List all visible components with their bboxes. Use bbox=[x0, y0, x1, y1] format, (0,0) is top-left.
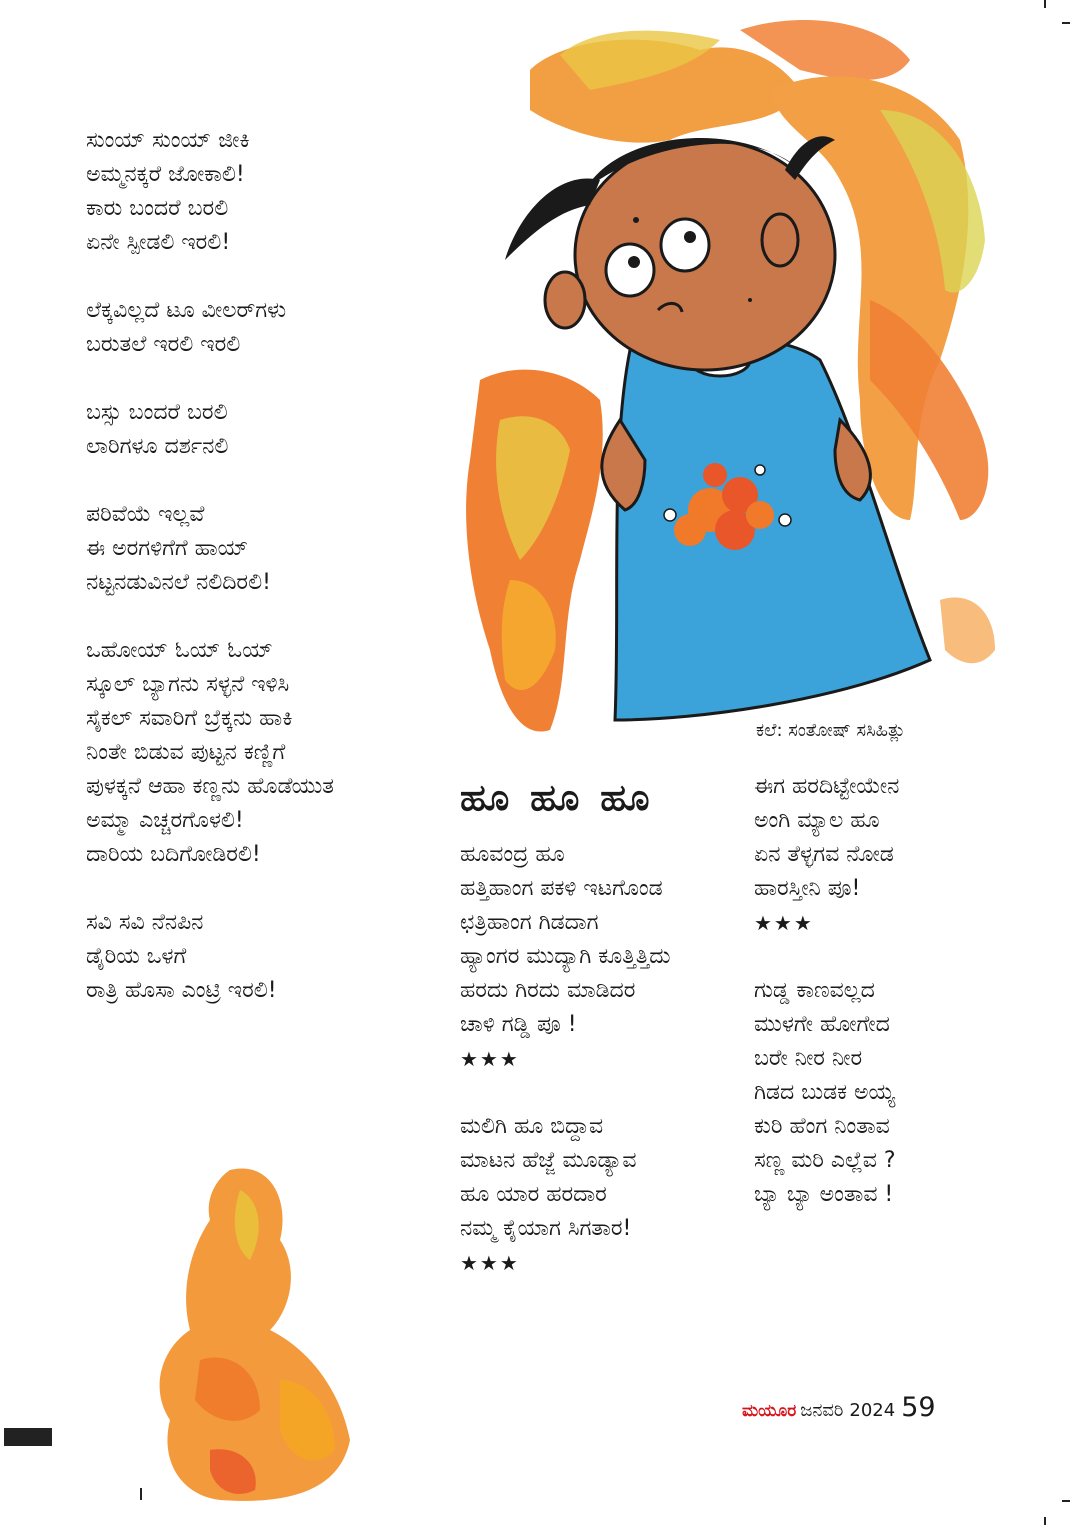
poem-line: ಮಾಟನ ಹೆಜ್ಜೆ ಮೂಡ್ಯಾವ bbox=[460, 1148, 637, 1173]
poem-line: ಬರೇ ನೀರ ನೀರ bbox=[754, 1046, 863, 1071]
stanza bbox=[460, 1110, 671, 1280]
poem-line: ಈಗ ಹರದಿಟ್ಟೇಯೇನ bbox=[754, 774, 900, 799]
poem-line: ಲಾರಿಗಳೂ ದರ್ಶನಲಿ bbox=[86, 434, 229, 459]
poem-line: ಒಹೋಯ್ ಓಯ್ ಓಯ್ bbox=[86, 638, 273, 663]
poem-line: ಬಸ್ಸು ಬಂದರೆ ಬರಲಿ bbox=[86, 400, 228, 425]
stanza bbox=[86, 396, 334, 464]
left-poem bbox=[86, 124, 334, 1008]
poem-line: ಡೈರಿಯ ಒಳಗೆ bbox=[86, 944, 187, 969]
stanza bbox=[86, 634, 334, 872]
poem-line: ನಿಂತೇ ಬಿಡುವ ಪುಟ್ಟನ ಕಣ್ಣಿಗೆ bbox=[86, 740, 286, 765]
stanza bbox=[86, 906, 334, 1008]
girl-with-flowers-illustration bbox=[440, 0, 1010, 760]
stanza bbox=[754, 770, 899, 940]
poem-line: ಚಾಳಿ ಗಡ್ಡಿ ಪೂ ! bbox=[460, 1012, 577, 1037]
crop-mark-right bbox=[1062, 22, 1070, 24]
stanza bbox=[86, 294, 334, 362]
stanza-separator-stars: ★★★ bbox=[754, 911, 814, 935]
poem-line: ಸಣ್ಣ ಮರಿ ಎಲ್ಲೆವ ? bbox=[754, 1148, 896, 1173]
poem-line: ಹೂವಂದ್ರ ಹೂ bbox=[460, 842, 565, 867]
poem-title: ಹೂ ಹೂ ಹೂ bbox=[460, 776, 654, 819]
poem-line: ಹೂ ಯಾರ ಹರದಾರ bbox=[460, 1182, 607, 1207]
stanza-separator-stars: ★★★ bbox=[460, 1251, 520, 1275]
poem-line: ಹಾರಸ್ತೀನಿ ಪೂ! bbox=[754, 876, 861, 901]
poem-column-2 bbox=[754, 770, 899, 1212]
poem-line: ಗಿಡದ ಬುಡಕ ಅಯ್ಯ bbox=[754, 1080, 896, 1105]
poem-line: ಹರದು ಗಿರದು ಮಾಡಿದರ bbox=[460, 978, 636, 1003]
footer-month: ಜನವರಿ bbox=[800, 1400, 844, 1421]
stanza bbox=[460, 838, 671, 1076]
stanza-separator-stars: ★★★ bbox=[460, 1047, 520, 1071]
stanza bbox=[86, 498, 334, 600]
poem-line: ಅಂಗಿ ಮ್ಯಾಲ ಹೂ bbox=[754, 808, 880, 833]
poem-line: ಅಮ್ಮಾ ಎಚ್ಚರಗೊಳಲಿ! bbox=[86, 808, 244, 833]
poem-line: ಮಲಿಗಿ ಹೂ ಬಿದ್ದಾವ bbox=[460, 1114, 604, 1139]
poem-line: ನಟ್ಟನಡುವಿನಲೆ ನಲಿದಿರಲಿ! bbox=[86, 570, 271, 595]
poem-line: ಪರಿವೆಯೆ ಇಲ್ಲವೆ bbox=[86, 502, 205, 527]
poem-line: ಕುರಿ ಹೆಂಗ ನಿಂತಾವ bbox=[754, 1114, 890, 1139]
poem-line: ದಾರಿಯ ಬದಿಗೋಡಿರಲಿ! bbox=[86, 842, 261, 867]
poem-line: ಸವಿ ಸವಿ ನೆನಪಿನ bbox=[86, 910, 204, 935]
poem-line: ಸ್ಕೂಲ್ ಬ್ಯಾಗನು ಸಳ್ಳನೆ ಇಳಿಸಿ bbox=[86, 672, 290, 697]
stanza bbox=[86, 124, 334, 260]
poem-line: ಕಾರು ಬಂದರೆ ಬರಲಿ bbox=[86, 196, 229, 221]
scan-mark-left bbox=[4, 1428, 52, 1446]
poem-line: ಲೆಕ್ಕವಿಲ್ಲದೆ ಟೂ ವೀಲರ್‌ಗಳು bbox=[86, 298, 287, 323]
poem-line: ಏನೇ ಸ್ಪೀಡಲಿ ಇರಲಿ! bbox=[86, 230, 231, 255]
crop-mark-bottom-right bbox=[1062, 1500, 1070, 1502]
poem-line: ಸುಂಯ್ ಸುಂಯ್ ಜೀಕಿ bbox=[86, 128, 250, 153]
crop-mark-bottom-right-vertical bbox=[1044, 1517, 1046, 1525]
poem-line: ಪುಳಕ್ಕನೆ ಆಹಾ ಕಣ್ಣನು ಹೊಡೆಯುತ bbox=[86, 774, 334, 799]
poem-line: ಗುಡ್ಡ ಕಾಣವಲ್ಲದ bbox=[754, 978, 875, 1003]
poem-line: ಅಮ್ಮನಕ್ಕರೆ ಜೋಕಾಲಿ! bbox=[86, 162, 245, 187]
poem-line: ಏನ ತೆಳ್ಳಗವ ನೋಡ bbox=[754, 842, 894, 867]
poem-column-1 bbox=[460, 838, 671, 1280]
poem-line: ಹತ್ತಿಹಾಂಗ ಪಕಳಿ ಇಟಗೊಂಡ bbox=[460, 876, 663, 901]
page-number: 59 bbox=[901, 1392, 936, 1423]
magazine-brand: ಮಯೂರ bbox=[742, 1401, 797, 1421]
poem-line: ಈ ಅರಗಳಿಗೆಗೆ ಹಾಯ್ bbox=[86, 536, 249, 561]
poem-line: ರಾತ್ರಿ ಹೊಸಾ ಎಂಟ್ರಿ ಇರಲಿ! bbox=[86, 978, 277, 1003]
poem-line: ಮುಳಗೇ ಹೋಗೇದ bbox=[754, 1012, 890, 1037]
blossom-branch-illustration bbox=[140, 1160, 380, 1505]
poem-line: ಹ್ಯಾಂಗರ ಮುದ್ಯಾಗಿ ಕೂತ್ತಿತ್ತಿದು bbox=[460, 944, 671, 969]
crop-mark-bottom-left bbox=[140, 1488, 142, 1500]
stanza bbox=[754, 974, 899, 1212]
crop-mark-top-right bbox=[1044, 0, 1046, 8]
poem-line: ಸೈಕಲ್ ಸವಾರಿಗೆ ಬ್ರೆಕ್ಕನು ಹಾಕಿ bbox=[86, 706, 293, 731]
poem-line: ಛತ್ರಿಹಾಂಗ ಗಿಡದಾಗ bbox=[460, 910, 599, 935]
poem-line: ಬ್ಯಾ ಬ್ಯಾ ಅಂತಾವ ! bbox=[754, 1182, 894, 1207]
footer-year: 2024 bbox=[849, 1400, 896, 1421]
poem-line: ನಮ್ಮ ಕೈಯಾಗ ಸಿಗತಾರ! bbox=[460, 1216, 632, 1241]
page-footer bbox=[742, 1392, 936, 1423]
illustration-credit: ಕಲೆ: ಸಂತೋಷ್ ಸಸಿಹಿತ್ಲು bbox=[756, 720, 906, 741]
poem-line: ಬರುತಲೆ ಇರಲಿ ಇರಲಿ bbox=[86, 332, 241, 357]
